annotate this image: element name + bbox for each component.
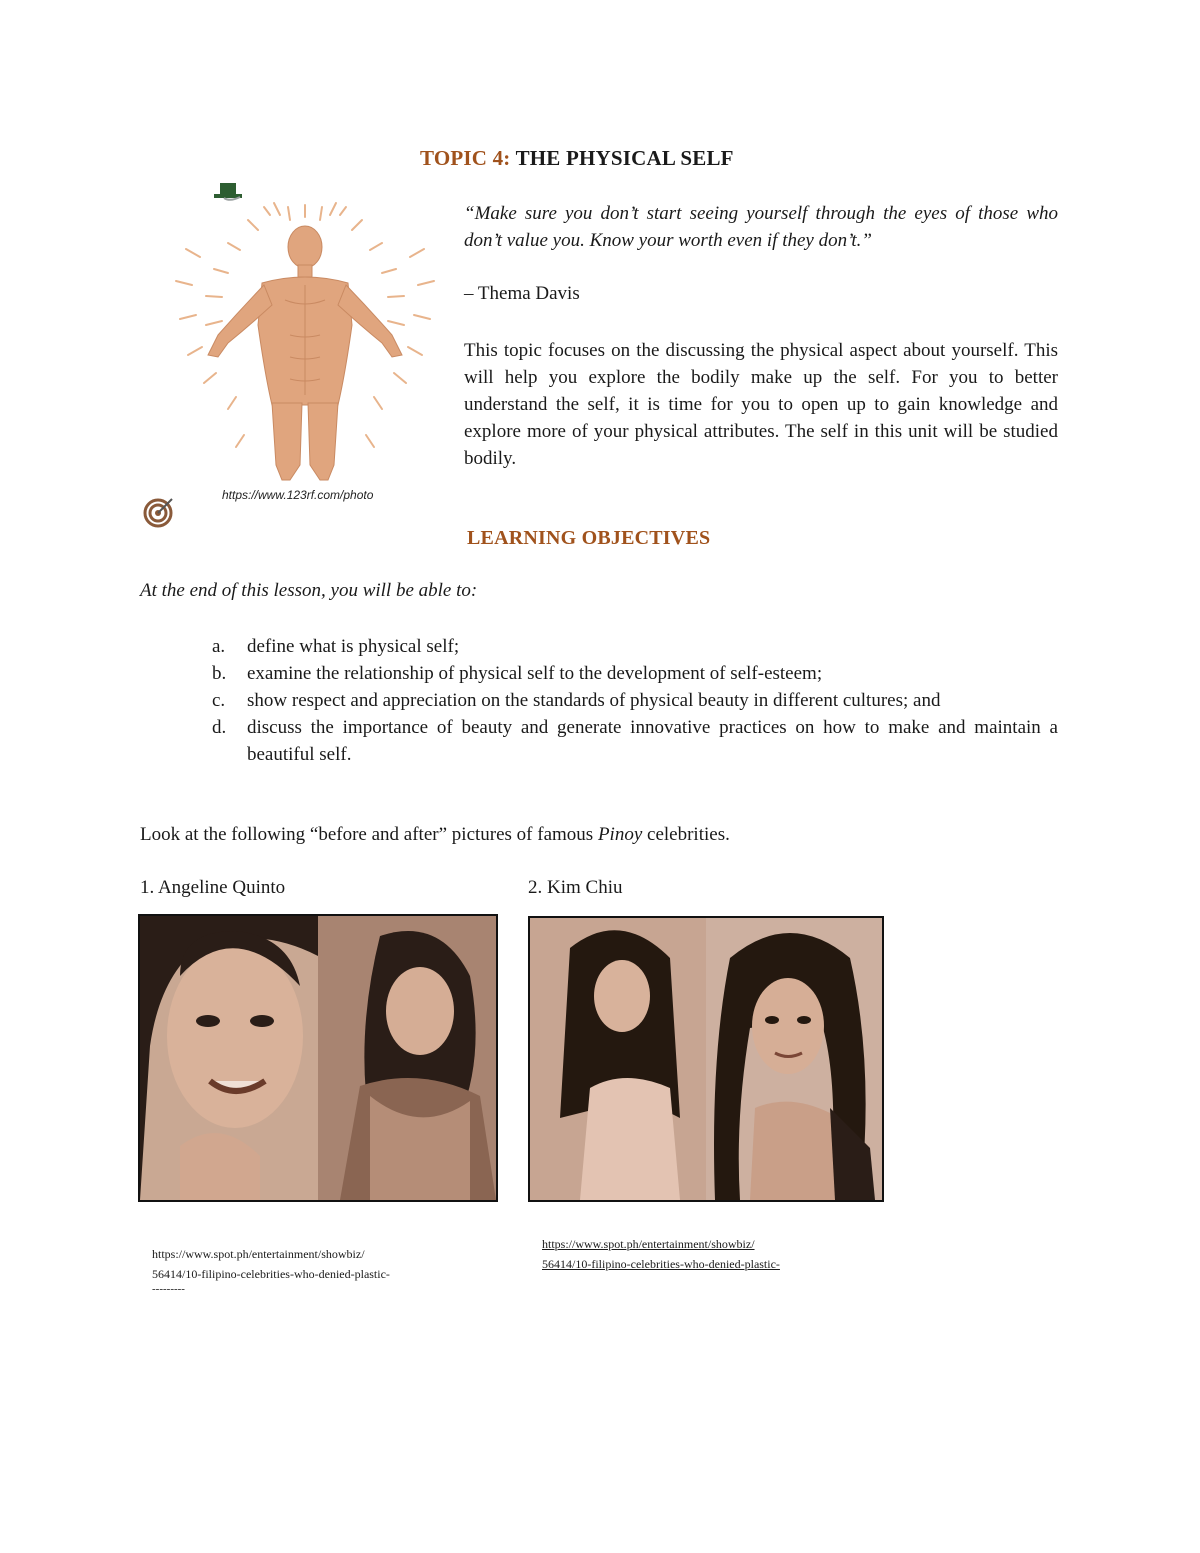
human-body-figure	[140, 175, 440, 530]
source-line: ---------	[152, 1283, 185, 1295]
learning-objectives-heading: LEARNING OBJECTIVES	[467, 527, 711, 549]
look-text-italic: Pinoy	[597, 824, 643, 845]
source-line[interactable]: https://www.spot.ph/entertainment/showbiz/	[152, 1247, 365, 1261]
source-link-1[interactable]	[152, 1244, 390, 1294]
source-line[interactable]: 56414/10-filipino-celebrities-who-denied-plastic-	[152, 1267, 390, 1281]
source-line[interactable]: 56414/10-filipino-celebrities-who-denied-plastic-	[542, 1257, 780, 1271]
objective-text: examine the relationship of physical self to the development of self-esteem;	[247, 663, 823, 684]
objective-text: define what is physical self;	[247, 636, 460, 657]
source-link-2[interactable]	[542, 1234, 780, 1274]
topic-name: THE PHYSICAL SELF	[515, 146, 734, 170]
objective-text: discuss the importance of beauty and generate innovative practices on how to make and maintain a beautiful self.	[247, 717, 1058, 765]
look-text-after: celebrities.	[642, 824, 730, 845]
topic-title	[420, 146, 734, 171]
objective-letter: b.	[212, 663, 227, 684]
celebrity-photo-1	[138, 914, 498, 1202]
hat-icon	[214, 183, 242, 200]
objectives-list	[140, 633, 1058, 768]
quote: “Make sure you don’t start seeing yourself through the eyes of those who don’t value you. Know your worth even if they don’t.”	[464, 203, 1058, 251]
objective-item	[140, 660, 1058, 687]
look-instruction	[140, 824, 730, 846]
celebrity-caption-2: 2. Kim Chiu	[528, 877, 623, 898]
objective-item	[140, 714, 1058, 768]
quote-author: – Thema Davis	[464, 283, 580, 304]
objective-letter: d.	[212, 717, 227, 738]
objective-letter: c.	[212, 690, 226, 711]
celebrity-caption-1: 1. Angeline Quinto	[140, 877, 286, 898]
look-text-before: Look at the following “before and after” pictures of famous	[140, 824, 598, 845]
source-line[interactable]: https://www.spot.ph/entertainment/showbiz/	[542, 1237, 755, 1251]
objective-letter: a.	[212, 636, 226, 657]
objective-text: show respect and appreciation on the standards of physical beauty in different cultures; and	[247, 690, 941, 711]
objective-item	[140, 633, 1058, 660]
celebrity-photo-2	[528, 916, 884, 1202]
objective-item	[140, 687, 1058, 714]
target-icon	[145, 499, 172, 526]
objectives-lead: At the end of this lesson, you will be able to:	[140, 580, 478, 601]
topic-label: TOPIC 4:	[420, 146, 511, 170]
human-body-illustration	[140, 175, 440, 530]
intro-paragraph: This topic focuses on the discussing the physical aspect about yourself. This will help you explore the bodily make up the self. For you to better understand the self, it is time for you to open up to gain knowledge and explore more of your physical attributes. The self in this unit will be studied bodily.	[464, 340, 1058, 469]
figure-credit: https://www.123rf.com/photo	[222, 488, 374, 502]
